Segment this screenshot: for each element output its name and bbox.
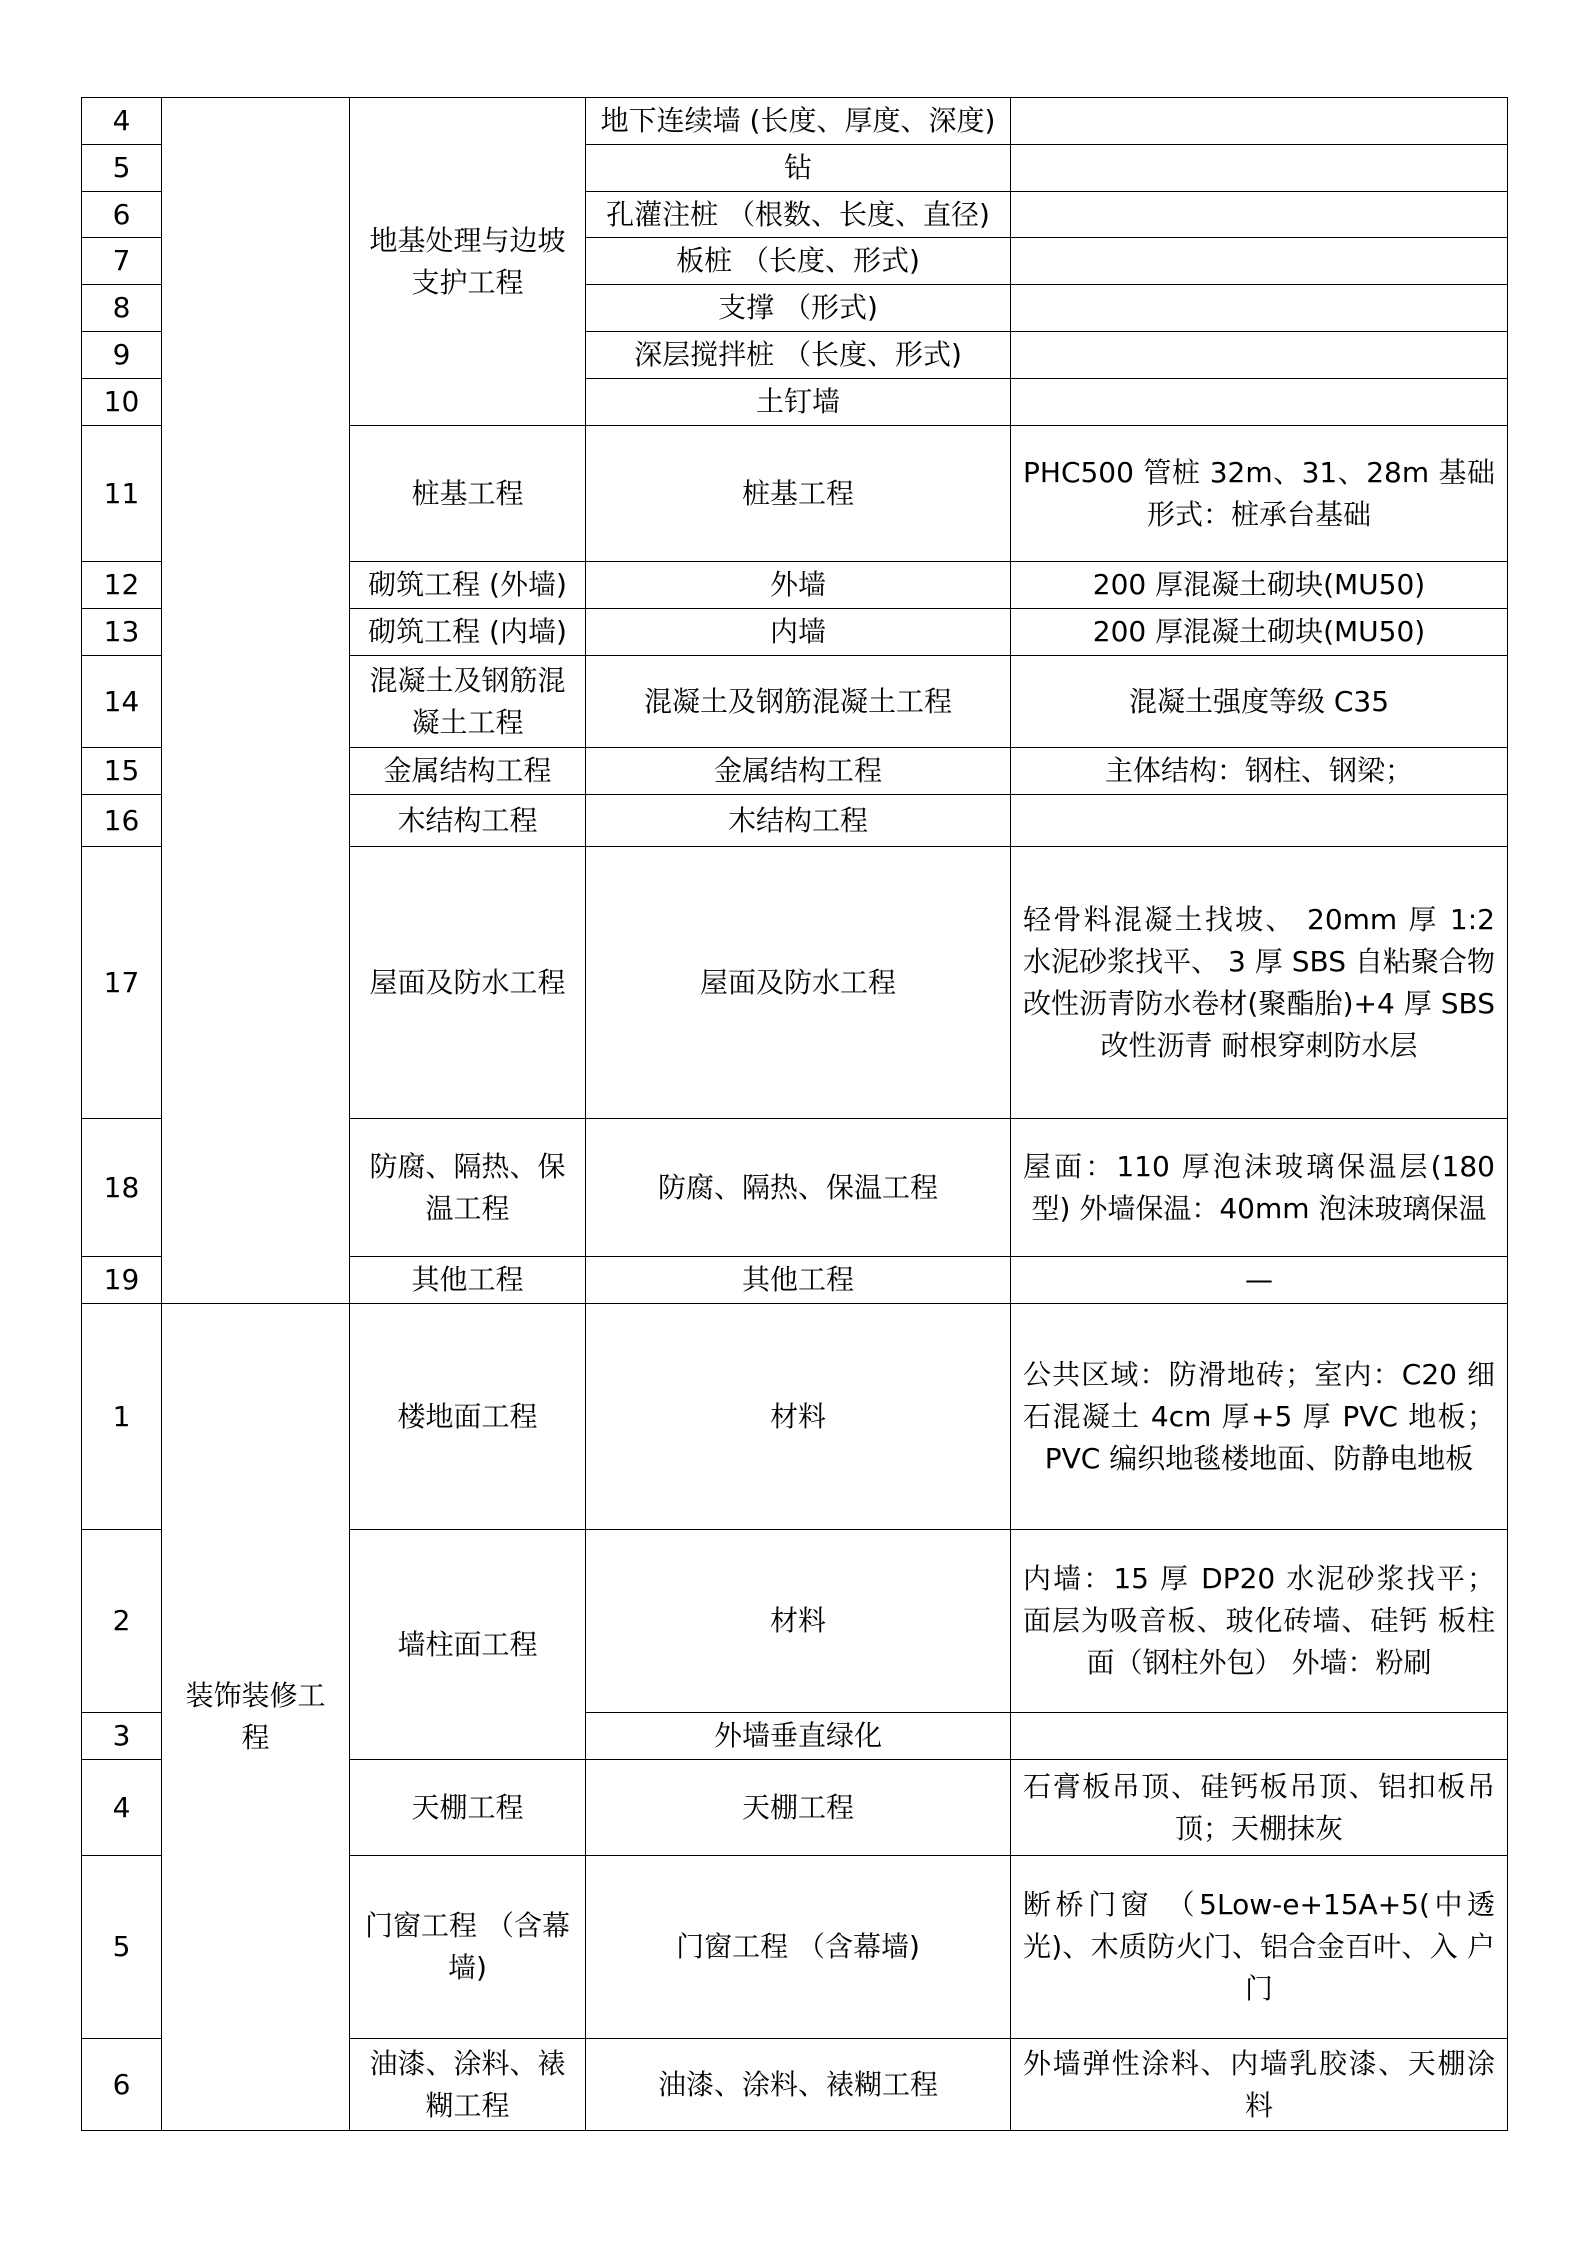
desc-cell: 混凝土强度等级 C35 — [1011, 656, 1508, 748]
row-number: 5 — [82, 1856, 162, 2039]
desc-cell: 主体结构：钢柱、钢梁； — [1011, 748, 1508, 795]
desc-cell: 屋面：110 厚泡沫玻璃保温层(180 型) 外墙保温：40mm 泡沫玻璃保温 — [1011, 1119, 1508, 1257]
item-cell: 外墙 — [586, 562, 1011, 609]
table-row — [82, 1304, 1508, 1530]
row-number: 4 — [82, 1760, 162, 1856]
row-number: 11 — [82, 426, 162, 562]
desc-cell: 200 厚混凝土砌块(MU50) — [1011, 562, 1508, 609]
row-number: 19 — [82, 1257, 162, 1304]
subcategory-cell: 屋面及防水工程 — [350, 847, 586, 1119]
item-cell: 板桩 （长度、形式) — [586, 238, 1011, 285]
subcategory-cell: 金属结构工程 — [350, 748, 586, 795]
row-number: 17 — [82, 847, 162, 1119]
item-cell: 其他工程 — [586, 1257, 1011, 1304]
subcategory-cell: 地基处理与边坡支护工程 — [350, 98, 586, 426]
table-row — [82, 98, 1508, 145]
subcategory-cell: 楼地面工程 — [350, 1304, 586, 1530]
item-cell: 木结构工程 — [586, 795, 1011, 847]
row-number: 15 — [82, 748, 162, 795]
item-cell: 土钉墙 — [586, 379, 1011, 426]
desc-cell: PHC500 管桩 32m、31、28m 基础形式：桩承台基础 — [1011, 426, 1508, 562]
row-number: 6 — [82, 2039, 162, 2131]
row-number: 4 — [82, 98, 162, 145]
subcategory-cell: 墙柱面工程 — [350, 1530, 586, 1760]
desc-cell — [1011, 145, 1508, 192]
row-number: 9 — [82, 332, 162, 379]
row-number: 5 — [82, 145, 162, 192]
row-number: 13 — [82, 609, 162, 656]
subcategory-cell: 油漆、涂料、裱糊工程 — [350, 2039, 586, 2131]
row-number: 16 — [82, 795, 162, 847]
engineering-table — [81, 97, 1508, 2131]
item-cell: 油漆、涂料、裱糊工程 — [586, 2039, 1011, 2131]
item-cell: 桩基工程 — [586, 426, 1011, 562]
item-cell: 屋面及防水工程 — [586, 847, 1011, 1119]
item-cell: 混凝土及钢筋混凝土工程 — [586, 656, 1011, 748]
desc-cell: 断桥门窗 （5Low-e+15A+5(中透光)、木质防火门、铝合金百叶、入 户门 — [1011, 1856, 1508, 2039]
item-cell: 材料 — [586, 1530, 1011, 1713]
desc-cell: 内墙：15 厚 DP20 水泥砂浆找平；面层为吸音板、玻化砖墙、硅钙 板柱面（钢柱外包） 外墙：粉刷 — [1011, 1530, 1508, 1713]
item-cell: 内墙 — [586, 609, 1011, 656]
desc-cell — [1011, 1713, 1508, 1760]
item-cell: 钻 — [586, 145, 1011, 192]
desc-cell — [1011, 238, 1508, 285]
subcategory-cell: 砌筑工程 (内墙) — [350, 609, 586, 656]
row-number: 10 — [82, 379, 162, 426]
desc-cell — [1011, 285, 1508, 332]
row-number: 8 — [82, 285, 162, 332]
item-cell: 深层搅拌桩 （长度、形式) — [586, 332, 1011, 379]
row-number: 7 — [82, 238, 162, 285]
subcategory-cell: 门窗工程 （含幕墙) — [350, 1856, 586, 2039]
desc-cell: 公共区域：防滑地砖；室内：C20 细石混凝土 4cm 厚+5 厚 PVC 地板； PVC 编织地毯楼地面、防静电地板 — [1011, 1304, 1508, 1530]
row-number: 1 — [82, 1304, 162, 1530]
row-number: 3 — [82, 1713, 162, 1760]
desc-cell — [1011, 332, 1508, 379]
item-cell: 地下连续墙 (长度、厚度、深度) — [586, 98, 1011, 145]
subcategory-cell: 防腐、隔热、保温工程 — [350, 1119, 586, 1257]
row-number: 2 — [82, 1530, 162, 1713]
row-number: 18 — [82, 1119, 162, 1257]
item-cell: 支撑 （形式) — [586, 285, 1011, 332]
category-cell-empty — [162, 98, 350, 1304]
desc-cell — [1011, 379, 1508, 426]
desc-cell: 石膏板吊顶、硅钙板吊顶、铝扣板吊顶；天棚抹灰 — [1011, 1760, 1508, 1856]
item-cell: 金属结构工程 — [586, 748, 1011, 795]
desc-cell: — — [1011, 1257, 1508, 1304]
row-number: 14 — [82, 656, 162, 748]
subcategory-cell: 天棚工程 — [350, 1760, 586, 1856]
item-cell: 材料 — [586, 1304, 1011, 1530]
subcategory-cell: 砌筑工程 (外墙) — [350, 562, 586, 609]
desc-cell — [1011, 192, 1508, 238]
desc-cell — [1011, 98, 1508, 145]
subcategory-cell: 桩基工程 — [350, 426, 586, 562]
subcategory-cell: 其他工程 — [350, 1257, 586, 1304]
subcategory-cell: 混凝土及钢筋混凝土工程 — [350, 656, 586, 748]
row-number: 6 — [82, 192, 162, 238]
item-cell: 门窗工程 （含幕墙) — [586, 1856, 1011, 2039]
desc-cell: 外墙弹性涂料、内墙乳胶漆、天棚涂料 — [1011, 2039, 1508, 2131]
category-cell: 装饰装修工程 — [162, 1304, 350, 2131]
item-cell: 外墙垂直绿化 — [586, 1713, 1011, 1760]
desc-cell: 200 厚混凝土砌块(MU50) — [1011, 609, 1508, 656]
item-cell: 孔灌注桩 （根数、长度、直径) — [586, 192, 1011, 238]
row-number: 12 — [82, 562, 162, 609]
item-cell: 天棚工程 — [586, 1760, 1011, 1856]
desc-cell — [1011, 795, 1508, 847]
desc-cell: 轻骨料混凝土找坡、 20mm 厚 1:2 水泥砂浆找平、 3 厚 SBS 自粘聚合物改性沥青防水卷材(聚酯胎)+4 厚 SBS 改性沥青 耐根穿刺防水层 — [1011, 847, 1508, 1119]
item-cell: 防腐、隔热、保温工程 — [586, 1119, 1011, 1257]
subcategory-cell: 木结构工程 — [350, 795, 586, 847]
